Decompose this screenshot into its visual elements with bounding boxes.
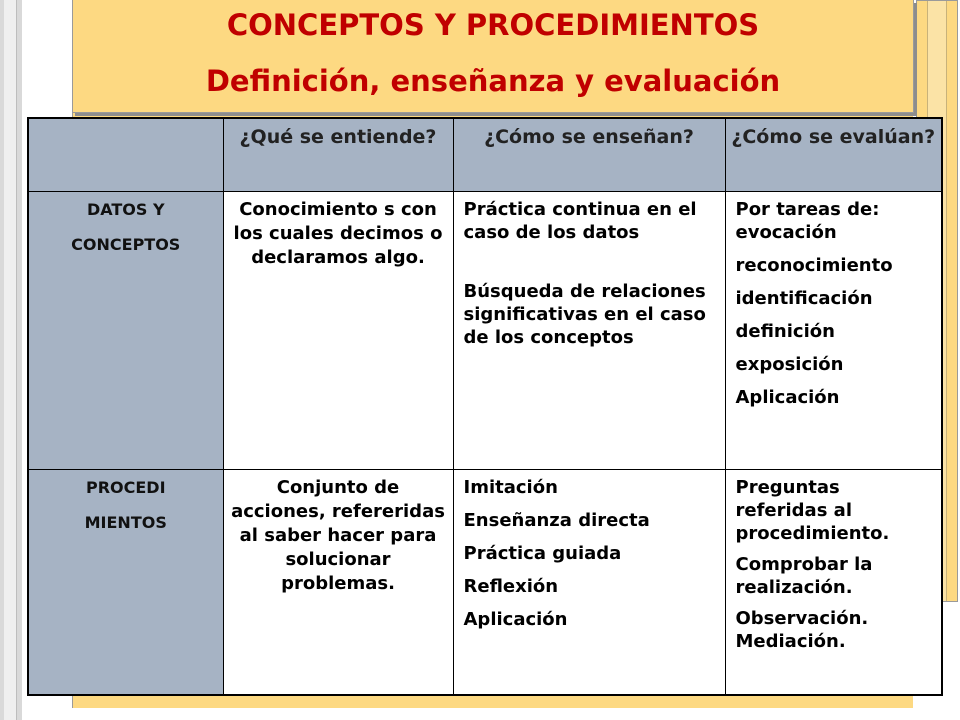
row-label-line: PROCEDI	[85, 477, 166, 497]
cell-text: Búsqueda de relaciones significativas en el caso de los conceptos	[463, 280, 706, 348]
row-label-procedimientos	[28, 469, 223, 695]
header-como-se-evaluan: ¿Cómo se evalúan?	[725, 118, 942, 191]
list-item: definición	[735, 320, 835, 342]
cell-que-datos: Conocimiento s con los cuales decimos o declaramos algo.	[223, 191, 453, 469]
list-item: Comprobar la realización.	[735, 553, 873, 598]
list-item: exposición	[735, 353, 844, 375]
header-como-se-ensenan: ¿Cómo se enseñan?	[453, 118, 725, 191]
table-header-row	[28, 118, 942, 191]
list-item: Por tareas de: evocación	[735, 198, 880, 243]
list-item: identificación	[735, 287, 873, 309]
row-label-line: DATOS Y	[86, 199, 165, 219]
table-row	[28, 469, 942, 695]
header-que-se-entiende: ¿Qué se entiende?	[223, 118, 453, 191]
list-item: Enseñanza directa	[463, 509, 650, 531]
list-item: Práctica guiada	[463, 542, 622, 564]
title-card	[72, 0, 914, 113]
row-label-datos-conceptos	[28, 191, 223, 469]
row-label-line: CONCEPTOS	[71, 234, 181, 254]
list-item: Imitación	[463, 476, 558, 498]
cell-que-procedimientos: Conjunto de acciones, refereridas al saber hacer para solucionar problemas.	[223, 469, 453, 695]
list-item: Aplicación	[463, 608, 568, 630]
header-corner-cell	[28, 118, 223, 191]
slide-title: CONCEPTOS Y PROCEDIMIENTOS	[226, 8, 760, 42]
row-label-line: MIENTOS	[84, 512, 167, 532]
table-row	[28, 191, 942, 469]
list-item: reconocimiento	[735, 254, 893, 276]
slide-subtitle: Definición, enseñanza y evaluación	[205, 64, 781, 98]
list-item: Reflexión	[463, 575, 559, 597]
list-item: Preguntas referidas al procedimiento.	[735, 476, 890, 544]
cell-ensenan-procedimientos	[453, 469, 725, 695]
cell-evaluan-procedimientos	[725, 469, 942, 695]
list-item: Aplicación	[735, 386, 840, 408]
cell-text: Práctica continua en el caso de los datos	[463, 198, 697, 243]
cell-ensenan-datos	[453, 191, 725, 469]
list-item: Observación. Mediación.	[735, 607, 869, 652]
left-decorative-bar	[0, 0, 22, 720]
cell-evaluan-datos	[725, 191, 942, 469]
content-table	[27, 117, 943, 696]
left-bar-inner	[4, 0, 17, 720]
